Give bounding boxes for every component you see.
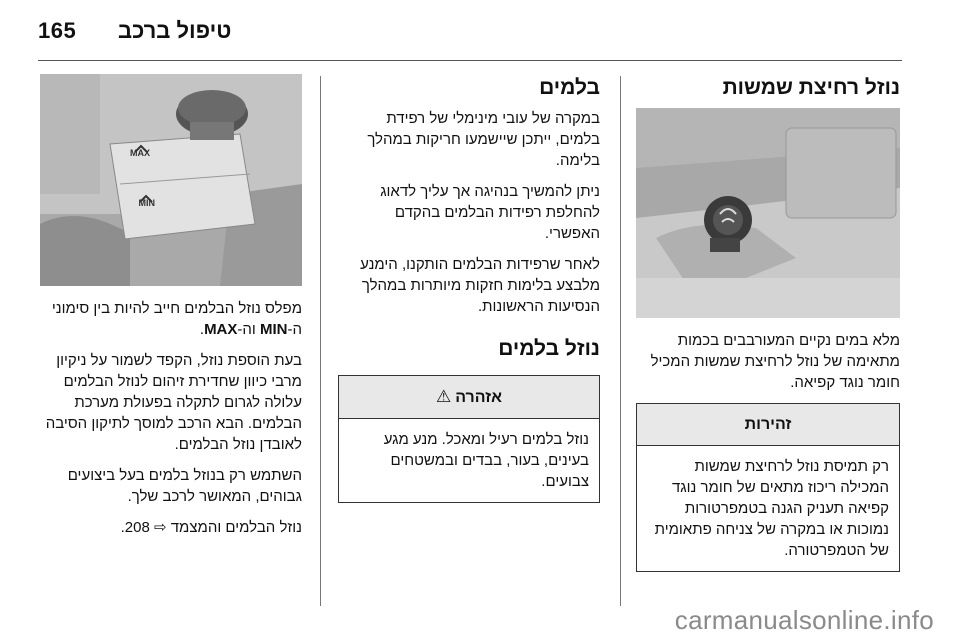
header-divider: [38, 60, 902, 61]
washer-reservoir-photo: [636, 108, 900, 318]
page-number: 165: [38, 18, 77, 43]
warning-title-text: אזהרה: [455, 389, 503, 406]
column-washer-fluid: [636, 74, 900, 572]
warning-box: [338, 375, 600, 503]
running-title: טיפול ברכב: [118, 18, 232, 43]
level-text-start: מפלס נוזל הבלמים חייב להיות בין סימוני ה-: [51, 300, 302, 338]
caution-body: רק תמיסת נוזל לרחיצת שמשות המכילה ריכוז מתאים של חומר נוגד קפיאה תעניק הגנה בטמפרטורות נמוכות או במקרה של צניחה פתאומית של הטמפרטורה.: [654, 458, 889, 559]
level-text-end: .: [199, 321, 205, 338]
brake-fluid-heading: נוזל בלמים: [498, 337, 600, 360]
brake-fluid-reference: [40, 517, 302, 538]
reference-page-link[interactable]: 208.: [120, 519, 150, 536]
page-header: [0, 0, 960, 62]
warning-triangle-icon: ⚠: [435, 387, 452, 406]
brake-fluid-quality-text: השתמש רק בנוזל בלמים בעל ביצועים גבוהים, המאושר לרכב שלך.: [67, 467, 302, 505]
brakes-paragraph-3: לאחר שרפידות הבלמים הותקנו, הימנע מלבצע בלימות חזקות מיותרות במהלך הנסיעות הראשונות.: [360, 256, 600, 315]
caution-title: זהירות: [637, 404, 899, 446]
min-marking: MIN: [138, 198, 155, 208]
washer-fluid-heading: נוזל רחיצת שמשות: [722, 76, 900, 99]
brake-reservoir-photo: [40, 74, 302, 286]
brakes-paragraph-2: ניתן להמשיך בנהיגה אך עליך לדאוג להחלפת רפידות הבלמים בהקדם האפשרי.: [380, 183, 600, 242]
brake-fluid-cleanliness-text: בעת הוספת נוזל, הקפד לשמור על ניקיון מרבי כיוון שחדירת זיהום לנוזל הבלמים עלולה לגרום לתקלה בפעולת מערכת הבלמים. הבא הרכב למוסך לתיקון הסיבה לאובדן נוזל הבלמים.: [45, 352, 302, 453]
warning-body: נוזל בלמים רעיל ומאכל. מנע מגע בעינים, בעור, בבדים ובמשטחים צבועים.: [383, 431, 589, 490]
level-text-mid: וה-: [237, 321, 260, 338]
column-divider-left: [320, 76, 321, 606]
page-arrow-icon: ⇨: [153, 519, 167, 536]
max-label: MAX: [204, 321, 238, 338]
max-marking: MAX: [130, 148, 150, 158]
watermark: carmanualsonline.info: [674, 605, 934, 635]
washer-fluid-text: מלא במים נקיים המעורבבים בכמות מתאימה של נוזל לרחיצת שמשות המכיל חומר נוגד קפיאה.: [650, 332, 900, 391]
brakes-heading: בלמים: [539, 76, 600, 99]
reference-text: נוזל הבלמים והמצמד: [170, 519, 302, 536]
column-brakes: [338, 74, 600, 503]
brake-fluid-level-text: [40, 298, 302, 340]
min-label: MIN: [259, 321, 288, 338]
caution-box: [636, 403, 900, 572]
brakes-paragraph-1: במקרה של עובי מינימלי של רפידת בלמים, ייתכן שיישמעו חריקות במהלך בלימה.: [367, 110, 600, 169]
column-divider-right: [620, 76, 621, 606]
warning-title: [339, 376, 599, 419]
column-brake-fluid: [40, 74, 302, 548]
